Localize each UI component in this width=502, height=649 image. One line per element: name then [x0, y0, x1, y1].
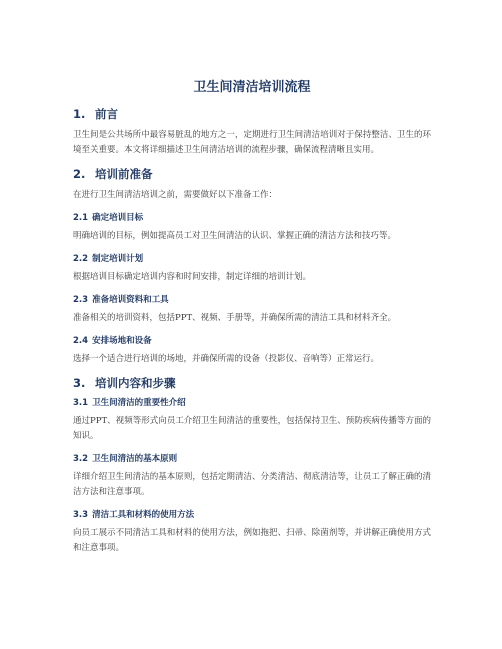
- subsection-heading: [73, 294, 431, 306]
- subsection-number: 3.1: [73, 398, 89, 408]
- section-heading: [73, 167, 431, 181]
- section-1: [73, 107, 431, 158]
- section-2: [73, 167, 431, 367]
- subsection-heading: [73, 509, 431, 521]
- subsection-number: 2.4: [73, 336, 89, 346]
- subsection-paragraph: 明确培训的目标，例如提高员工对卫生间清洁的认识、掌握正确的清洁方法和技巧等。: [73, 231, 397, 241]
- subsection-heading: [73, 212, 431, 224]
- subsection-number: 2.1: [73, 213, 89, 223]
- subsection-heading: [73, 453, 431, 465]
- subsection-title: 确定培训目标: [92, 213, 144, 223]
- subsection-paragraph: 选择一个适合进行培训的场地，并确保所需的设备（投影仪、音响等）正常运行。: [73, 354, 380, 364]
- document-title: 卫生间清洁培训流程: [193, 80, 311, 95]
- subsection-heading: [73, 397, 431, 409]
- section-3: [73, 376, 431, 556]
- document-content: [73, 80, 431, 565]
- section-number: 3.: [73, 376, 86, 390]
- subsection-title: 卫生间清洁的基本原则: [92, 454, 178, 464]
- subsection-heading: [73, 253, 431, 265]
- subsection-title: 清洁工具和材料的使用方法: [92, 510, 195, 520]
- section-number: 2.: [73, 167, 86, 181]
- section-number: 1.: [73, 107, 86, 121]
- subsection-paragraph: 根据培训目标确定培训内容和时间安排，制定详细的培训计划。: [73, 272, 312, 282]
- subsection-paragraph: 通过PPT、视频等形式向员工介绍卫生间清洁的重要性，包括保持卫生、预防疾病传播等方面的知识。: [73, 416, 431, 441]
- subsection-number: 2.2: [73, 254, 89, 264]
- section-title: 培训前准备: [95, 167, 153, 181]
- section-title: 前言: [95, 107, 118, 121]
- subsection-title: 准备培训资料和工具: [92, 295, 169, 305]
- subsection-title: 卫生间清洁的重要性介绍: [92, 398, 186, 408]
- subsection-paragraph: 详细介绍卫生间清洁的基本原则，包括定期清洁、分类清洁、彻底清洁等，让员工了解正确的清洁方法和注意事项。: [73, 472, 431, 497]
- subsection-title: 制定培训计划: [92, 254, 144, 264]
- section-heading: [73, 107, 431, 121]
- subsection-heading: [73, 335, 431, 347]
- section-paragraph: 在进行卫生间清洁培训之前，需要做好以下准备工作：: [73, 190, 278, 200]
- subsection-title: 安排场地和设备: [92, 336, 152, 346]
- section-paragraph: 卫生间是公共场所中最容易脏乱的地方之一，定期进行卫生间清洁培训对于保持整洁、卫生的环境至关重要。本文将详细描述卫生间清洁培训的流程步骤，确保流程清晰且实用。: [73, 130, 431, 155]
- subsection-number: 2.3: [73, 295, 89, 305]
- section-title: 培训内容和步骤: [95, 376, 176, 390]
- subsection-number: 3.3: [73, 510, 89, 520]
- subsection-paragraph: 向员工展示不同清洁工具和材料的使用方法，例如拖把、扫帚、除菌剂等，并讲解正确使用方式和注意事项。: [73, 528, 431, 553]
- subsection-paragraph: 准备相关的培训资料，包括PPT、视频、手册等，并确保所需的清洁工具和材料齐全。: [73, 313, 397, 323]
- section-heading: [73, 376, 431, 390]
- subsection-number: 3.2: [73, 454, 89, 464]
